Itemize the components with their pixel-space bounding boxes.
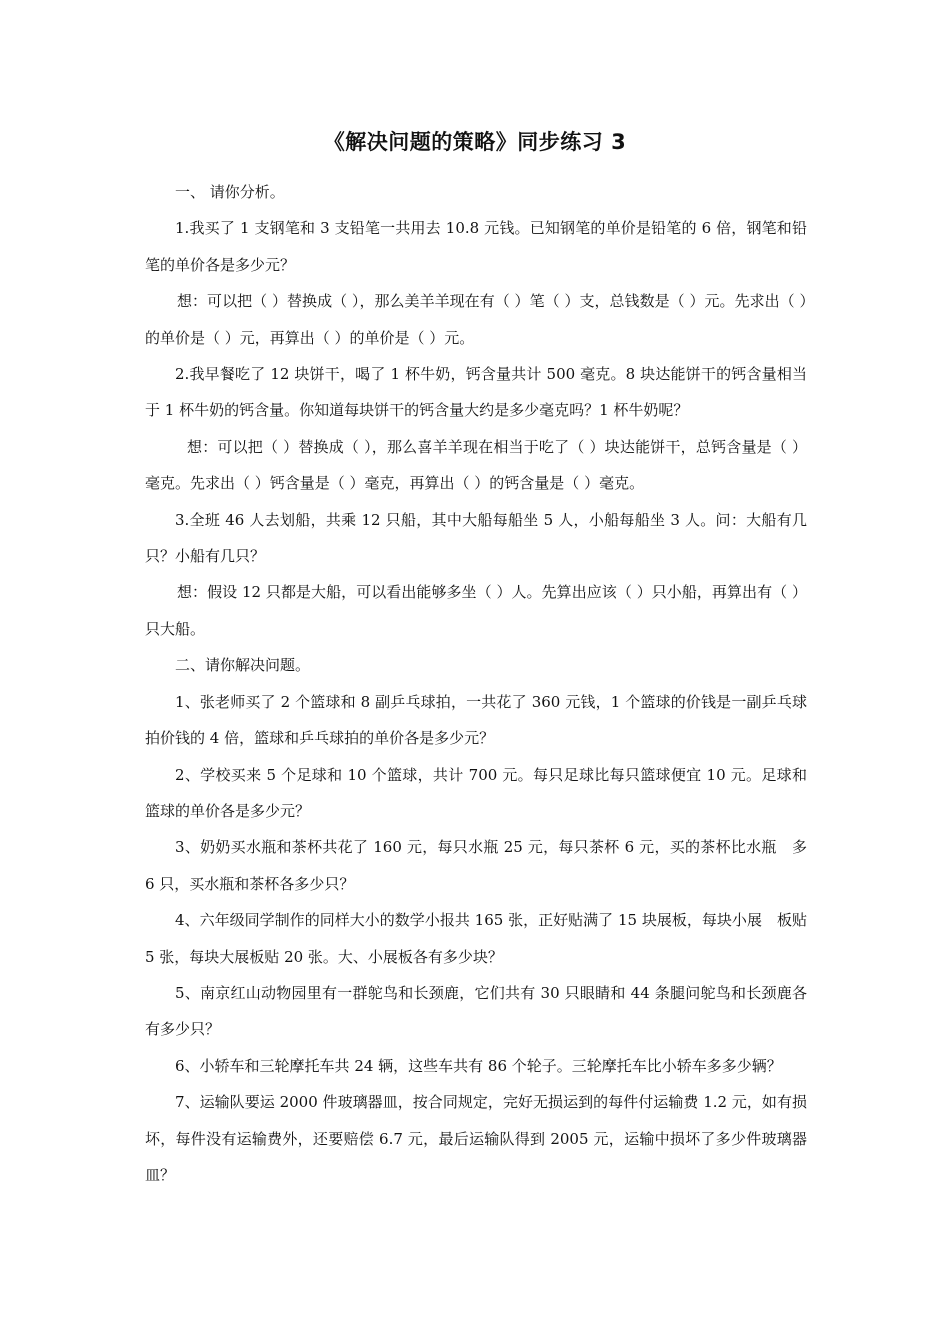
section-2-heading: 二、请你解决问题。: [175, 656, 311, 675]
problem-item: 7、运输队要运 2000 件玻璃器皿，按合同规定，完好无损运到的每件付运输费 1.2 元，如有损坏，每件没有运输费外，还要赔偿 6.7 元，最后运输队得到 2005 元，运输中损坏了多少件玻璃器皿？: [145, 1093, 807, 1184]
question-2: 2.我早餐吃了 12 块饼干，喝了 1 杯牛奶，钙含量共计 500 毫克。8 块达能饼干的钙含量相当于 1 杯牛奶的钙含量。你知道每块饼干的钙含量大约是多少毫克吗？1 杯牛奶呢？: [145, 365, 807, 420]
page-title: 《解决问题的策略》同步练习 3: [323, 130, 627, 154]
document-body: [145, 174, 807, 1193]
question-3: 3.全班 46 人去划船，共乘 12 只船，其中大船每船坐 5 人，小船每船坐 3 人。问：大船有几只？小船有几只？: [145, 510, 807, 566]
problem-item: 6、小轿车和三轮摩托车共 24 辆，这些车共有 86 个轮子。三轮摩托车比小轿车多多少辆？: [175, 1056, 782, 1075]
question-1: 1.我买了 1 支钢笔和 3 支铅笔一共用去 10.8 元钱。已知钢笔的单价是铅笔的 6 倍，钢笔和铅笔的单价各是多少元？: [145, 219, 807, 274]
question-3-hint: 想：假设 12 只都是大船，可以看出能够多坐（ ）人。先算出应该（ ）只小船，再算出有（ ）只大船。: [145, 583, 807, 638]
question-1-hint: 想：可以把（ ）替换成（ ），那么美羊羊现在有（ ）笔（ ）支，总钱数是（ ）元。先求出（ ）的单价是（ ）元，再算出（ ）的单价是（ ）元。: [145, 292, 807, 347]
section-1-heading: 一、 请你分析。: [175, 183, 285, 201]
problem-item: 4、六年级同学制作的同样大小的数学小报共 165 张，正好贴满了 15 块展板，每块小展 板贴 5 张，每块大展板贴 20 张。大、小展板各有多少块？: [145, 911, 807, 966]
question-2-hint: 想：可以把（ ）替换成（ ），那么喜羊羊现在相当于吃了（ ）块达能饼干，总钙含量是（ ）毫克。先求出（ ）钙含量是（ ）毫克，再算出（ ）的钙含量是（ ）毫克。: [145, 437, 807, 493]
problem-item: 3、奶奶买水瓶和茶杯共花了 160 元，每只水瓶 25 元，每只茶杯 6 元，买的茶杯比水瓶 多 6 只，买水瓶和茶杯各多少只？: [145, 838, 807, 893]
problem-item: 2、学校买来 5 个足球和 10 个篮球，共计 700 元。每只足球比每只篮球便宜 10 元。足球和篮球的单价各是多少元？: [145, 765, 807, 820]
problem-item: 1、张老师买了 2 个篮球和 8 副乒乓球拍，一共花了 360 元钱，1 个篮球的价钱是一副乒乓球拍价钱的 4 倍，篮球和乒乓球拍的单价各是多少元？: [145, 692, 807, 748]
problem-item: 5、南京红山动物园里有一群鸵鸟和长颈鹿，它们共有 30 只眼睛和 44 条腿问鸵鸟和长颈鹿各有多少只？: [145, 983, 807, 1039]
